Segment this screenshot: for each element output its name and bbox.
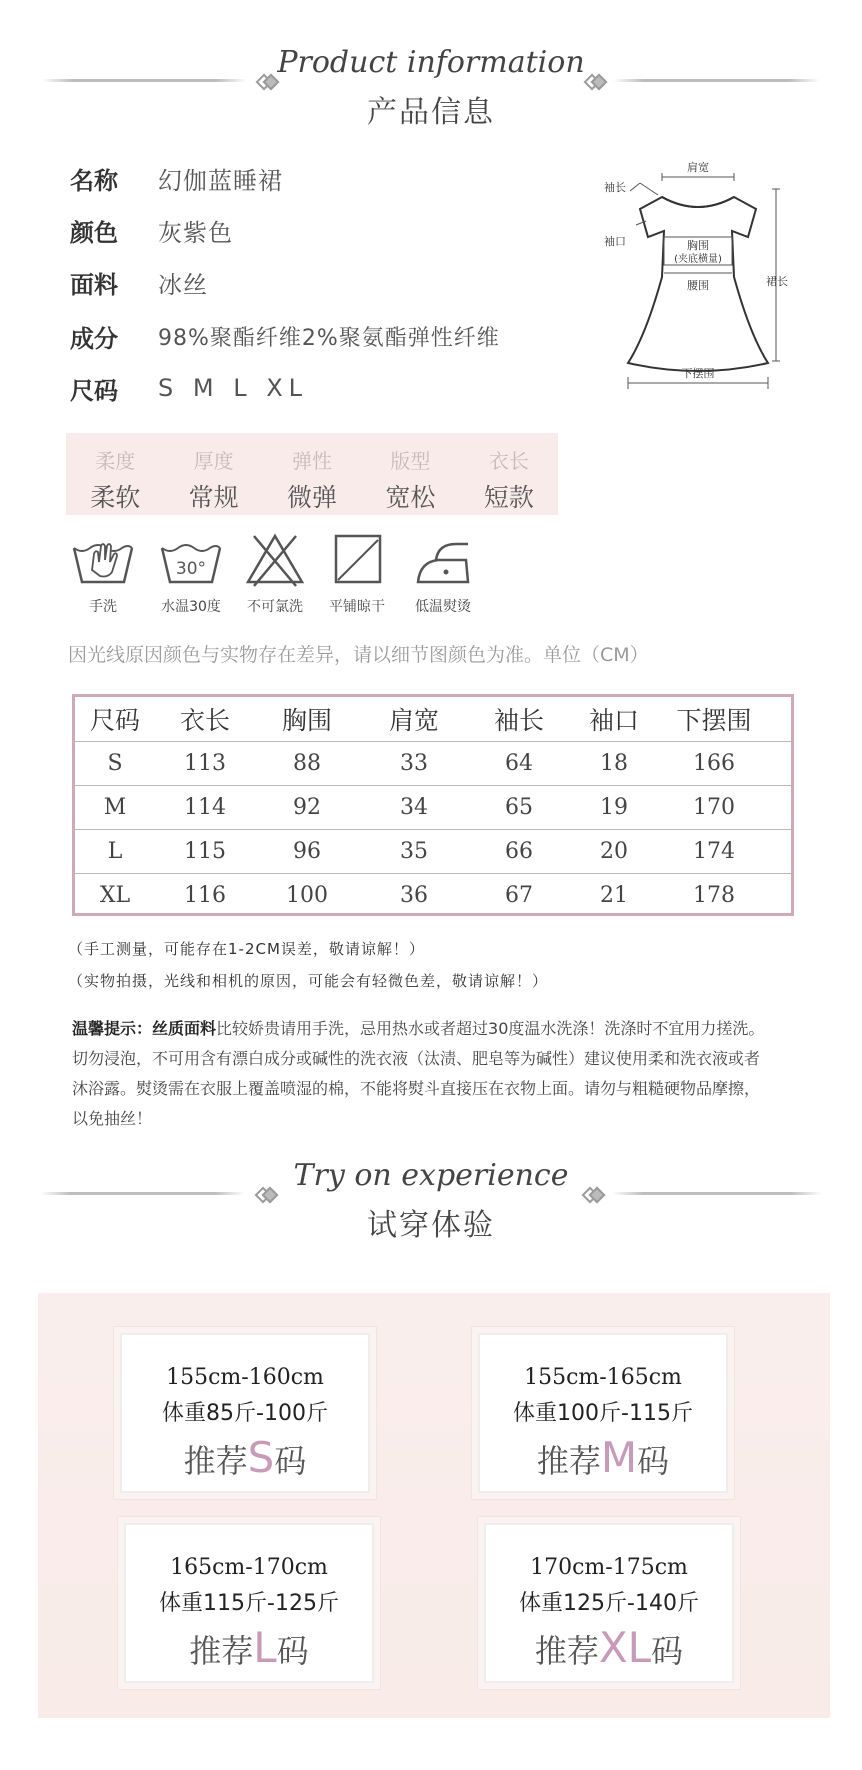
info-value: 冰丝 <box>158 270 208 299</box>
table-row <box>75 785 791 829</box>
wash-30-icon <box>156 530 226 588</box>
table-cell: 113 <box>184 751 226 776</box>
recommend-prefix: 推荐 <box>534 1632 599 1670</box>
attribute-length <box>460 433 558 515</box>
card-recommend <box>122 1433 368 1482</box>
recommend-size: L <box>253 1623 277 1672</box>
dress-label-chest-note: (夹底横量) <box>674 254 722 265</box>
table-cell: 178 <box>693 883 735 908</box>
care-tips <box>72 1014 772 1134</box>
table-cell: M <box>103 795 127 820</box>
attribute-title: 厚度 <box>193 449 234 473</box>
section-title-cn: 产品信息 <box>367 95 495 130</box>
try-on-card-l <box>124 1523 374 1683</box>
card-weight: 体重115斤-125斤 <box>159 1591 339 1616</box>
info-row-composition <box>70 316 500 356</box>
try-on-area <box>38 1293 830 1718</box>
try-on-card-m <box>478 1333 728 1493</box>
table-cell: 18 <box>600 751 628 776</box>
try-on-header <box>0 1158 862 1248</box>
recommend-prefix: 推荐 <box>183 1442 248 1480</box>
table-cell: 33 <box>400 751 428 776</box>
table-cell: 92 <box>293 795 321 820</box>
table-cell: 166 <box>693 751 735 776</box>
info-key: 面料 <box>70 270 118 299</box>
recommend-suffix: 码 <box>276 1632 309 1670</box>
recommend-suffix: 码 <box>651 1632 684 1670</box>
info-key: 尺码 <box>70 376 118 405</box>
attribute-softness <box>66 433 164 515</box>
hand-wash-icon <box>68 530 138 588</box>
color-unit-notice: 因光线原因颜色与实物存在差异，请以细节图颜色为准。单位（CM） <box>68 644 649 666</box>
table-header-row <box>75 697 791 741</box>
table-header-cell: 袖长 <box>493 706 544 735</box>
color-note: （实物拍摄，光线和相机的原因，可能会有轻微色差，敬请谅解！） <box>68 972 549 990</box>
try-on-card-xl <box>484 1523 734 1683</box>
attribute-value: 短款 <box>483 483 534 512</box>
table-cell: S <box>107 751 123 776</box>
info-key: 成分 <box>70 324 118 353</box>
attribute-title: 柔度 <box>95 449 136 473</box>
no-bleach-icon <box>240 530 310 588</box>
table-cell: 115 <box>184 839 226 864</box>
care-label: 不可氯洗 <box>247 599 303 615</box>
recommend-prefix: 推荐 <box>536 1442 601 1480</box>
recommend-size: XL <box>598 1623 652 1672</box>
info-row-fabric <box>70 262 208 302</box>
diamond-ornament-icon <box>584 1186 598 1200</box>
care-wash-30 <box>146 530 236 616</box>
table-cell: 36 <box>400 883 428 908</box>
table-cell: 20 <box>600 839 628 864</box>
table-cell: 65 <box>505 795 533 820</box>
card-recommend <box>126 1623 372 1672</box>
info-row-size <box>70 368 308 408</box>
wash-temp-text: 30° <box>175 559 207 579</box>
table-row <box>75 829 791 873</box>
tips-text: 比较娇贵请用手洗，忌用热水或者超过30度温水洗涤！洗涤时不宜用力搓洗。切勿浸泡，不可用含有漂白成分或碱性的洗衣液（汰渍、肥皂等为碱性）建议使用柔和洗衣液或者沐浴露。熨烫需在衣服上覆盖喷湿的棉，不能将熨斗直接压在衣物上面。请勿与粗糙硬物品摩擦，以免抽丝！ <box>72 1019 765 1128</box>
attribute-elasticity <box>263 433 361 515</box>
diamond-ornament-icon <box>586 73 600 87</box>
dress-label-shoulder: 肩宽 <box>687 161 709 174</box>
attribute-title: 弹性 <box>292 449 333 473</box>
card-height: 155cm-165cm <box>524 1365 682 1390</box>
info-row-color <box>70 210 233 250</box>
dress-label-cuff: 袖口 <box>604 235 626 248</box>
table-row <box>75 741 791 785</box>
table-header-cell: 胸围 <box>281 706 332 735</box>
care-label: 水温30度 <box>161 599 221 615</box>
card-recommend <box>486 1623 732 1672</box>
header-line-right <box>612 1192 822 1195</box>
tips-label: 温馨提示： <box>72 1019 153 1038</box>
recommend-suffix: 码 <box>637 1442 670 1480</box>
attribute-box <box>66 433 558 515</box>
card-weight: 体重85斤-100斤 <box>162 1401 328 1426</box>
table-cell: XL <box>99 883 131 908</box>
attribute-value: 柔软 <box>90 483 141 512</box>
table-cell: 67 <box>505 883 533 908</box>
header-line-right <box>613 79 820 82</box>
dress-label-sleeve: 袖长 <box>604 181 626 194</box>
measurement-note: （手工测量，可能存在1-2CM误差，敬请谅解！） <box>68 940 425 958</box>
section-title-en: Try on experience <box>293 1158 569 1193</box>
recommend-size: S <box>247 1433 275 1482</box>
dry-flat-icon <box>322 530 392 588</box>
section-title-en: Product information <box>277 45 585 80</box>
table-cell: 34 <box>400 795 428 820</box>
tips-fabric: 丝质面料 <box>152 1019 217 1038</box>
info-value: 98%聚酯纤维2%聚氨酯弹性纤维 <box>158 325 500 351</box>
attribute-value: 常规 <box>188 483 239 512</box>
table-cell: 66 <box>505 839 533 864</box>
recommend-suffix: 码 <box>274 1442 307 1480</box>
recommend-prefix: 推荐 <box>189 1632 254 1670</box>
dress-label-chest: 胸围 <box>687 239 709 252</box>
recommend-size: M <box>600 1433 638 1482</box>
card-recommend <box>480 1433 726 1482</box>
care-dry-flat <box>312 530 402 616</box>
table-cell: 170 <box>693 795 735 820</box>
table-cell: 96 <box>293 839 321 864</box>
dress-label-waist: 腰围 <box>687 279 709 292</box>
table-cell: 19 <box>600 795 628 820</box>
table-cell: 64 <box>505 751 533 776</box>
info-key: 颜色 <box>70 218 118 247</box>
low-iron-icon <box>408 530 478 588</box>
table-cell: 114 <box>184 795 226 820</box>
care-label: 平铺晾干 <box>329 599 385 615</box>
table-cell: L <box>107 839 123 864</box>
dress-measurement-diagram <box>600 155 795 395</box>
product-info-header <box>0 45 862 135</box>
card-weight: 体重100斤-115斤 <box>513 1401 693 1426</box>
table-row <box>75 873 791 917</box>
table-header-cell: 肩宽 <box>388 706 439 735</box>
table-header-cell: 袖口 <box>588 706 639 735</box>
try-on-card-s <box>120 1333 370 1493</box>
attribute-title: 衣长 <box>488 449 529 473</box>
care-label: 低温熨烫 <box>415 599 471 615</box>
card-height: 155cm-160cm <box>166 1365 324 1390</box>
care-label: 手洗 <box>89 599 117 615</box>
card-height: 170cm-175cm <box>530 1555 688 1580</box>
info-value: 灰紫色 <box>158 218 233 247</box>
card-weight: 体重125斤-140斤 <box>519 1591 699 1616</box>
attribute-thickness <box>164 433 262 515</box>
table-cell: 100 <box>286 883 328 908</box>
care-hand-wash <box>58 530 148 616</box>
info-value: S M L XL <box>158 374 309 402</box>
table-cell: 174 <box>693 839 735 864</box>
table-cell: 88 <box>293 751 321 776</box>
attribute-value: 微弹 <box>287 483 338 512</box>
attribute-fit <box>361 433 459 515</box>
size-table <box>72 694 794 916</box>
dress-label-hem: 下摆围 <box>681 367 715 380</box>
care-low-iron <box>398 530 488 616</box>
table-cell: 35 <box>400 839 428 864</box>
dress-label-skirt-length: 裙长 <box>766 275 788 288</box>
table-header-cell: 下摆围 <box>676 706 752 735</box>
info-key: 名称 <box>70 166 118 195</box>
table-cell: 21 <box>600 883 628 908</box>
info-row-name <box>70 158 283 198</box>
attribute-value: 宽松 <box>385 483 436 512</box>
table-cell: 116 <box>184 883 226 908</box>
section-title-cn: 试穿体验 <box>367 1208 495 1243</box>
table-header-cell: 尺码 <box>89 706 140 735</box>
attribute-title: 版型 <box>390 449 431 473</box>
info-value: 幻伽蓝睡裙 <box>158 166 283 195</box>
table-header-cell: 衣长 <box>179 706 230 735</box>
card-height: 165cm-170cm <box>170 1555 328 1580</box>
care-no-bleach <box>230 530 320 616</box>
